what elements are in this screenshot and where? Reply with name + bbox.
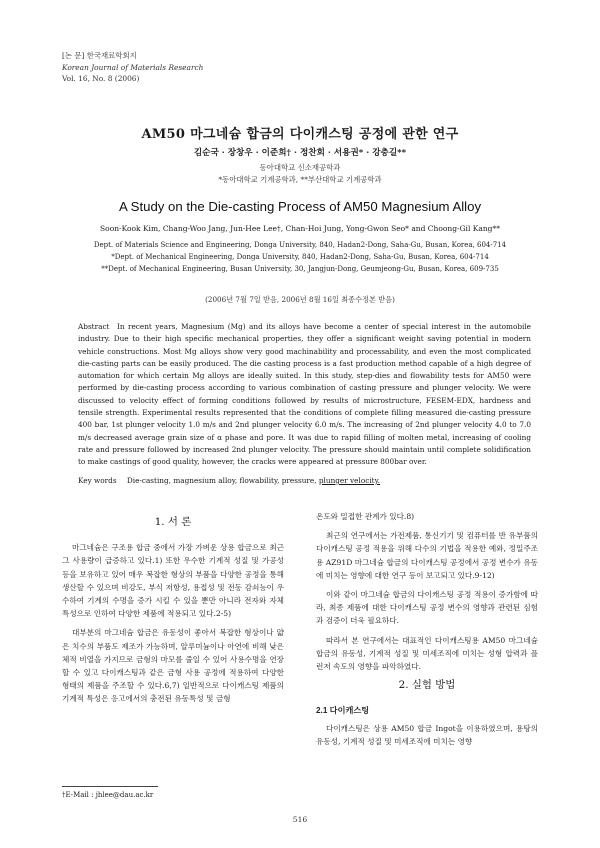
- journal-name-en: Korean Journal of Materials Research: [62, 62, 204, 72]
- keywords-label: Key words: [78, 476, 117, 485]
- paragraph: 이와 같이 마그네슘 합금의 다이캐스팅 공정 적용이 증가함에 따라, 최종 제품에 대한 다이캐스팅 공정 변수의 영향과 관련된 심험과 검증이 더욱 필요하다.: [316, 590, 538, 626]
- paragraph: 다이캐스팅은 상용 AM50 합금 Ingot을 이용하였으며, 용탕의 유동성, 기계적 성질 및 미세조직에 미치는 영향: [316, 723, 538, 746]
- journal-volume: Vol. 16, No. 8 (2006): [62, 74, 140, 83]
- paragraph: 대부분의 마그네슘 합금은 유동성이 좋아서 복잡한 형상이나 얇은 치수의 부품도 제조가 가능하며, 알루미늄이나 아연에 비해 낮은 체적 비열을 가지므로 금형의 마모를 줄일 수 있어 사용수명을 연장할 수 있고 다이캐스팅과 같은 금형 사용 공정에 적용하여 다양한 형태의 제품을 주조할 수 있다.6,7) 일반적으로 다이캐스팅 제품의 기계적 특성은 응고에서의 충전된 유동특성 및 금형: [62, 628, 284, 704]
- page-number: 516: [292, 815, 308, 824]
- authors-english: Soon-Kook Kim, Chang-Woo Jang, Jun-Hee Lee†, Chan-Hoi Jung, Yong-Gwon Seo* and Choong-Gil Kang**: [100, 224, 500, 233]
- section-heading-introduction: 1. 서 론: [154, 516, 192, 528]
- received-dates: (2006년 7월 7일 받음, 2006년 8월 16일 최종수정본 받음): [205, 295, 395, 304]
- paragraph: 따라서 본 연구에서는 대표적인 다이캐스팅용 AM50 마그네슘 합금의 유동성, 기계적 성질 및 미세조직에 미치는 성형 압력과 플런저 속도의 영향을 파악하였다.: [316, 635, 538, 672]
- affiliation-english-3: **Dept. of Mechanical Engineering, Busan University, 30, Jangjun-Dong, Geumjeong-Gu, Busan, Korea, 609-735: [101, 265, 499, 273]
- affiliation-english-2: *Dept. of Mechanical Engineering, Donga University, 840, Hadan2-Dong, Saha-Gu, Busan, Korea, 604-714: [111, 253, 489, 261]
- keywords-underlined: plunger velocity.: [318, 476, 381, 485]
- journal-header: [62, 50, 203, 85]
- affiliation-english-1: Dept. of Materials Science and Engineering, Donga University, 840, Hadan2-Dong, Saha-Gu, Busan, Korea, 604-714: [93, 241, 507, 249]
- affiliation-korean-1: 동아대학교 신소재공학과: [259, 163, 341, 172]
- body-column-left: [62, 510, 284, 712]
- footnote-email: †E-Mail : jhlee@dau.ac.kr: [62, 791, 154, 799]
- abstract-label: Abstract: [78, 322, 110, 331]
- body-column-right: [316, 510, 538, 754]
- subsection-heading: 2.1 다이캐스팅: [316, 706, 370, 716]
- title-english: A Study on the Die-casting Process of AM50 Magnesium Alloy: [118, 199, 482, 214]
- title-korean: AM50 마그네슘 합금의 다이캐스팅 공정에 관한 연구: [141, 127, 459, 142]
- paragraph: 마그네슘은 구조용 합금 중에서 가장 가벼운 상용 합금으로 최근 그 사용량이 급증하고 있다.1) 또한 우수한 기계적 성질 및 가공성 등을 보유하고 있어 매우 복잡한 형상의 부품을 다양한 공정을 통해 생산할 수 있으며 비강도, 부식 저항성, 용접성 및 전동 감쇠능이 우수하여 기계의 수명을 증가 시킬 수 있을 뿐만 아니라 전자와 자체특성으로 인하여 다양한 제품에 적용되고 있다.2-5): [62, 543, 284, 619]
- journal-name-ko: [논 문] 한국재료학회지: [62, 51, 137, 60]
- authors-korean: 김순국 · 장창우 · 이준희† · 정찬회 · 서용권* · 강충길**: [193, 148, 407, 158]
- abstract-text: In recent years, Magnesium (Mg) and its alloys have become a center of special interest in the automobile industry. Due to their high specific mechanical properties, they offer a significant weight saving potential in modern vehicle constructions. Most Mg alloys show very good machinability and processability, and even the most complicated die-casting parts can be easily produced. The die casting process is a fast production method capable of a high degree of automation for which certain Mg alloys are ideally suited. In this study, step-dies and flowability tests for AM50 were performed by die-casting process according to various combination of casting pressure and plunger velocity. We were discussed to velocity effect of forming conditions followed by results of microstructure, FESEM-EDX, hardness and tensile strength. Experimental results represented that the conditions of complete filling measured die-casting pressure 400 bar, 1st plunger velocity 1.0 m/s and 2nd plunger velocity 6.0 m/s. The increasing of 2nd plunger velocity 4.0 to 7.0 m/s decreased average grain size of α phase and pore. It was due to rapid filling of molten metal, increasing of cooling rate and pressure followed by increased 2nd plunger velocity. The pressure should maintain until complete solidification to make castings of good quality, however, the cracks were appeared at pressure 800bar over.: [78, 322, 531, 467]
- abstract: [78, 321, 531, 469]
- footnote-divider: [62, 786, 158, 787]
- keywords-text: Die-casting, magnesium alloy, flowability, pressure,: [126, 476, 319, 485]
- section-heading-methods: 2. 실험 방법: [398, 679, 456, 692]
- paragraph: 온도와 밀접한 관계가 있다.8): [316, 512, 415, 521]
- affiliation-korean-2: *동아대학교 기계공학과, **부산대학교 기계공학과: [218, 175, 382, 184]
- keywords: [78, 476, 531, 485]
- paragraph: 최근의 연구에서는 가전제품, 통신기기 및 컴퓨터를 반 유부품의 다이캐스팅 공정 적용을 위해 다수의 기법을 적용한 예와, 정밀주조용 AZ91D 마그네슘 합금의 다이캐스팅 공정에서 공정 변수가 유동에 미치는 영향에 대한 연구 등이 보고되고 있다.9-12): [316, 531, 538, 580]
